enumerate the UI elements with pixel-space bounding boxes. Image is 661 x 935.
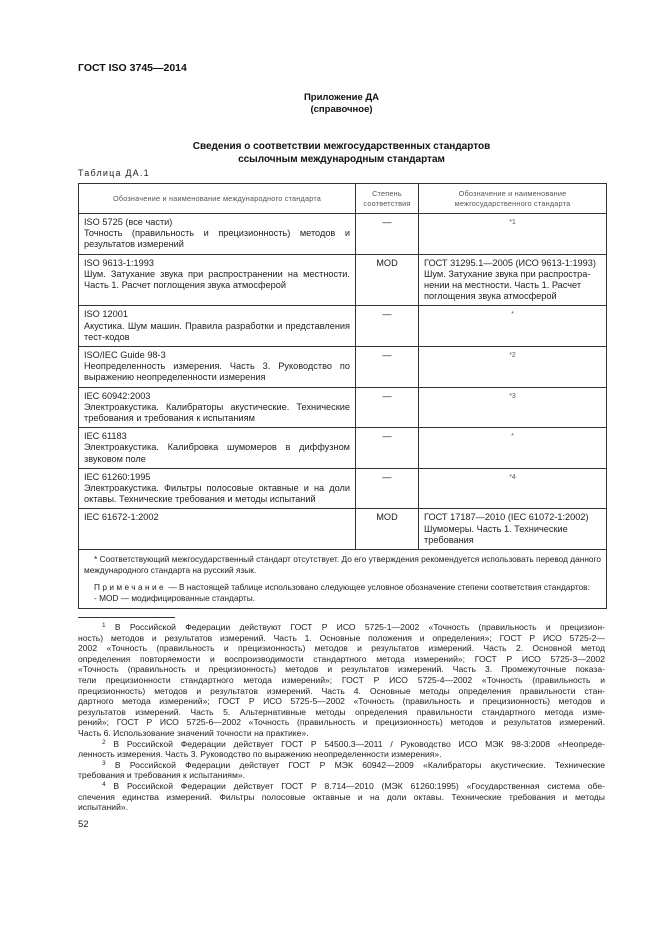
footnote-number: 4 (102, 780, 106, 788)
header-intl-standard: Обозначение и наименование международного стандарта (79, 184, 356, 214)
footnote-number: 3 (102, 759, 106, 767)
degree-cell (356, 468, 419, 509)
header-interstate-standard: Обозначение и наименование межгосударственного стандарта (419, 184, 607, 214)
footnote-number: 2 (102, 738, 106, 746)
interstate-standard-cell (419, 468, 607, 509)
interstate-standard: *1 (509, 219, 516, 226)
footnote-divider (78, 617, 175, 618)
footnote-line (78, 643, 605, 654)
intl-standard-code: IEC 61260:1995 (84, 471, 151, 482)
degree-value: MOD (376, 512, 398, 523)
footnote-text: дартного метода измерений»; ГОСТ Р ИСО 5725-5—2002 «Точность (правильность и прецизионность) методов и (78, 696, 605, 707)
header-degree: Степень соответствия (356, 184, 419, 214)
note-text: — В настоящей таблице использовано следующее условное обозначение степени соответствия стандартов: (166, 582, 590, 593)
note (84, 582, 601, 593)
interstate-standard: *4 (509, 473, 516, 481)
footnotes (78, 622, 605, 813)
footnote-text: требования и требования к испытаниям». (78, 770, 246, 781)
degree-cell (356, 214, 419, 255)
degree-cell (356, 254, 419, 306)
intl-standard-cell (79, 428, 356, 469)
footnote-text: тели прецизионности стандартного метода измерений»; ГОСТ Р ИСО 5725-4—2002 «Точность (правильность и (78, 675, 605, 686)
degree-cell (356, 387, 419, 428)
footnote-line (78, 633, 605, 644)
degree-value: — (382, 471, 392, 482)
intl-standard-code: ISO 9613-1:1993 (84, 257, 154, 268)
footnote-line (78, 707, 605, 718)
annex-title: Приложение ДА (303, 92, 380, 103)
table-row (79, 214, 607, 255)
footnote-text: ность) методов и результатов измерений. Часть 1. Основные положения и определения»; ГОСТ Р ИСО 5725-2— (78, 632, 605, 643)
footnote-text: В Российской Федерации действует ГОСТ Р 8.714—2010 (МЭК 61260:1995) «Государственная система обе- (113, 780, 606, 791)
degree-value: MOD (376, 257, 398, 268)
degree-cell (356, 428, 419, 469)
intl-standard-cell (79, 214, 356, 255)
intl-standard-code: IEC 61183 (84, 431, 127, 442)
footnote-text: рений»; ГОСТ Р ИСО 5725-6—2002 «Точность (правильность и прецизионность) методов и результатов измерений. (78, 717, 605, 728)
table-row (79, 347, 607, 388)
interstate-standard: * (511, 433, 514, 441)
intl-standard-cell (79, 387, 356, 428)
footnote-line (78, 675, 605, 686)
intl-standard-code: IEC 60942:2003 (84, 390, 151, 401)
footnote-line (78, 664, 605, 675)
intl-standard-name: Электроакустика. Фильтры полосовые октавные и на доли октавы. Технические требования и методы испытаний (84, 483, 350, 505)
degree-cell (356, 306, 419, 347)
footnote-line (78, 654, 605, 665)
interstate-standard-cell (419, 347, 607, 388)
footnote-line (78, 622, 605, 633)
table-row (79, 509, 607, 550)
interstate-standard: ГОСТ 17187—2010 (IEC 61072-1:2002) Шумомеры. Часть 1. Технические требования (424, 512, 589, 545)
footnote-text: спечения единства измерений. Фильтры полосовые октавные и на доли октавы. Технические требования и методы (78, 791, 605, 802)
interstate-standard: *3 (509, 392, 516, 400)
footnote-line (78, 696, 605, 707)
intl-standard-name: Неопределенность измерения. Часть 3. Руководство по выражению неопределенности измерения (84, 361, 350, 383)
footnote-text: испытаний». (78, 802, 129, 813)
intl-standard-cell (79, 347, 356, 388)
table-notes (79, 550, 607, 609)
page-body (78, 183, 606, 830)
degree-value: — (382, 431, 392, 442)
table-row (79, 254, 607, 306)
footnote-text: В Российской Федерации действуют ГОСТ Р ИСО 5725-1—2002 «Точность (правильность и прецизион- (114, 622, 606, 633)
footnote-line (78, 770, 605, 781)
footnote-line (78, 749, 605, 760)
intl-standard-name: Акустика. Шум машин. Правила разработки и представления тест-кодов (84, 320, 350, 342)
footnote-line (78, 717, 605, 728)
interstate-standard-cell (419, 306, 607, 347)
intl-standard-code: IEC 61672-1:2002 (84, 512, 159, 523)
footnote-line (78, 802, 605, 813)
footnote (78, 781, 605, 813)
footnote-line (78, 792, 605, 803)
degree-cell (356, 347, 419, 388)
interstate-standard-cell (419, 214, 607, 255)
footnote (78, 739, 605, 760)
interstate-standard: *2 (509, 352, 516, 360)
degree-value: — (382, 217, 392, 227)
footnote-text: прецизионность) методов и результатов измерений. Часть 4. Основные методы определения правильности стан- (78, 685, 605, 696)
note-label: Примечание (94, 582, 167, 593)
table-caption: Таблица ДА.1 (78, 168, 150, 178)
intl-standard-cell (79, 254, 356, 306)
annex-subtitle: (справочное) (310, 104, 373, 115)
page-number: 52 (78, 818, 89, 830)
footnote-line (78, 739, 605, 750)
interstate-standard: * (511, 311, 514, 319)
interstate-standard-cell (419, 387, 607, 428)
footnote-text: В Российской Федерации действует ГОСТ Р 54500.3—2011 / Руководство ИСО МЭК 98-3:2008 «Неопреде- (113, 738, 605, 749)
footnote-text: 2002 «Точность (правильность и прецизионность) методов и результатов измерений. Часть 2. Основной метод (78, 643, 605, 654)
intl-standard-cell (79, 306, 356, 347)
interstate-standard-cell (419, 509, 607, 550)
intl-standard-code: ISO 5725 (все части) (84, 217, 173, 227)
footnote-line (78, 728, 605, 739)
degree-value: — (382, 309, 392, 320)
table-row (79, 387, 607, 428)
degree-value: — (382, 350, 392, 361)
intl-standard-code: ISO 12001 (84, 309, 128, 320)
footnote-text: В Российской Федерации действует ГОСТ Р МЭК 60942—2009 «Калибраторы акустические. Технические (114, 759, 605, 770)
document-header: ГОСТ ISO 3745—2014 (78, 62, 187, 74)
table-row (79, 428, 607, 469)
interstate-standard-cell (419, 254, 607, 306)
section-title-line2: ссылочным международным стандартам (238, 154, 445, 165)
footnote-text: Часть 6. Использование значений точности на практике». (78, 728, 309, 739)
footnote-text: ленность измерения. Часть 3. Руководство по выражению неопределенности измерения». (78, 749, 442, 760)
interstate-standard-cell (419, 428, 607, 469)
intl-standard-name: Точность (правильность и прецизионность) методов и результатов измерений (84, 228, 350, 250)
footnote-number: 1 (102, 622, 106, 630)
intl-standard-name: Электроакустика. Калибровка шумомеров в диффузном звуковом поле (84, 442, 350, 464)
footnote-text: «Точность (правильность и прецизионность) методов и результатов измерений. Часть 3. Промежуточные показа- (78, 664, 605, 675)
intl-standard-code: ISO/IEC Guide 98-3 (84, 350, 166, 361)
footnote-line (78, 781, 605, 792)
intl-standard-cell (79, 509, 356, 550)
table-header-row (79, 184, 607, 214)
footnote (78, 760, 605, 781)
note-item: - MOD — модифицированные стандарты. (94, 593, 256, 604)
degree-value: — (382, 390, 392, 401)
table-row (79, 468, 607, 509)
intl-standard-name: Шум. Затухание звука при распространении на местности. Часть 1. Расчет поглощения звука атмосферой (84, 268, 350, 291)
section-title-line1: Сведения о соответствии межгосударственных стандартов (192, 141, 491, 152)
table-row (79, 306, 607, 347)
footnote-line (78, 686, 605, 697)
note-star: * Соответствующий межгосударственный стандарт отсутствует. До его утверждения рекомендуется использовать перевод данного международного стандарта на русский язык. (84, 554, 601, 576)
table-notes-row (79, 550, 607, 609)
intl-standard-name: Электроакустика. Калибраторы акустические. Технические требования и требования к испытаниям (84, 401, 350, 424)
correspondence-table (78, 183, 607, 609)
footnote-line (78, 760, 605, 771)
interstate-standard: ГОСТ 31295.1—2005 (ИСО 9613-1:1993) Шум. Затухание звука при распространении на местности. Часть 1. Расчет поглощения звука атмосферой (424, 257, 596, 302)
footnote-text: результатов измерений. Часть 5. Альтернативные методы определения правильности стандартного метода изме- (78, 706, 605, 717)
footnote-text: определения повторяемости и воспроизводимости стандартного метода измерений»; ГОСТ Р ИСО 5725-3—2002 (78, 653, 605, 664)
footnote (78, 622, 605, 739)
intl-standard-cell (79, 468, 356, 509)
degree-cell (356, 509, 419, 550)
